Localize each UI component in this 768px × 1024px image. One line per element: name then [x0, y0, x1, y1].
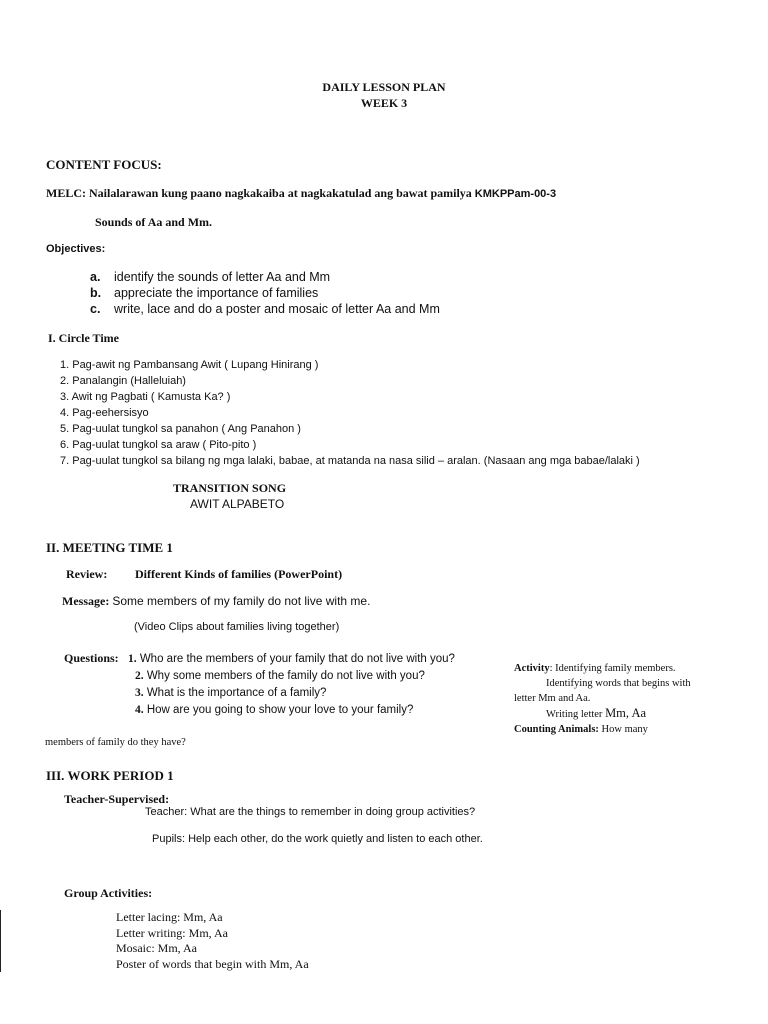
message-line — [62, 594, 370, 609]
questions-label: Questions: — [64, 651, 119, 665]
question-item — [128, 702, 455, 719]
counting-label: Counting Animals: — [514, 724, 599, 735]
list-item: Letter writing: Mm, Aa — [116, 925, 228, 940]
document-title: DAILY LESSON PLAN — [322, 80, 446, 94]
list-item: 5. Pag-uulat tungkol sa panahon ( Ang Panahon ) — [60, 423, 301, 435]
objectives-label: Objectives: — [46, 243, 106, 255]
question-text: How are you going to show your love to your family? — [146, 704, 414, 716]
activity-text: : Identifying family members. — [549, 663, 676, 674]
margin-rule — [0, 910, 1, 972]
activity-label: Activity — [514, 663, 550, 674]
activity-sidebar — [514, 661, 691, 737]
objective-text: appreciate the importance of families — [114, 286, 319, 300]
list-item: 2. Panalangin (Halleluiah) — [60, 375, 186, 387]
list-item: 6. Pag-uulat tungkol sa araw ( Pito-pito ) — [60, 439, 257, 451]
activity-line — [514, 661, 691, 676]
objective-text: identify the sounds of letter Aa and Mm — [114, 270, 331, 284]
questions-list — [128, 651, 455, 719]
question-item — [128, 685, 455, 702]
list-item: Letter lacing: Mm, Aa — [116, 910, 223, 924]
pupils-line: Pupils: Help each other, do the work quietly and listen to each other. — [152, 833, 483, 845]
topic: Sounds of Aa and Mm. — [95, 215, 213, 229]
objective-item — [90, 285, 440, 301]
objective-item — [90, 269, 440, 285]
message-label: Message: — [62, 594, 110, 608]
melc-text: Nailalarawan kung paano nagkakaiba at nagkakatulad ang bawat pamilya — [89, 186, 472, 200]
video-note: (Video Clips about families living together) — [134, 621, 340, 633]
list-item: 7. Pag-uulat tungkol sa bilang ng mga lalaki, babae, at matanda na nasa silid – aralan. (Nasaan ang mga babae/lalaki ) — [60, 455, 640, 467]
circle-time-list — [60, 357, 640, 469]
question-number: 1. — [128, 653, 137, 665]
overflow-line: members of family do they have? — [45, 737, 186, 748]
review-text: Different Kinds of families (PowerPoint) — [135, 567, 343, 581]
list-item: Mosaic: Mm, Aa — [116, 941, 197, 955]
document-week: WEEK 3 — [360, 96, 408, 110]
content-focus-heading: CONTENT FOCUS: — [46, 157, 162, 172]
question-text: Who are the members of your family that do not live with you? — [139, 653, 455, 665]
melc-line — [46, 186, 556, 201]
objective-text: write, lace and do a poster and mosaic of letter Aa and Mm — [114, 302, 440, 316]
list-item: 3. Awit ng Pagbati ( Kamusta Ka? ) — [60, 391, 231, 403]
objectives-list — [90, 269, 440, 317]
activity-line-3: letter Mm and Aa. — [514, 693, 591, 704]
question-number: 2. — [135, 670, 144, 682]
work-period-heading: III. WORK PERIOD 1 — [46, 768, 174, 783]
teacher-line: Teacher: What are the things to remember in doing group activities? — [145, 806, 476, 818]
message-text: Some members of my family do not live with me. — [112, 594, 371, 608]
question-number: 3. — [135, 687, 144, 699]
question-text: What is the importance of a family? — [146, 687, 327, 699]
counting-text: How many — [598, 724, 648, 735]
group-activities-list — [116, 910, 309, 972]
question-number: 4. — [135, 704, 144, 716]
list-item: Poster of words that begin with Mm, Aa — [116, 956, 309, 971]
question-item — [128, 651, 455, 668]
objective-marker: c. — [90, 302, 101, 316]
activity-line-2: Identifying words that begins with — [546, 678, 691, 689]
question-item — [128, 668, 455, 685]
objective-marker: a. — [90, 270, 101, 284]
teacher-supervised-label: Teacher-Supervised: — [64, 792, 170, 806]
review-label: Review: — [66, 567, 108, 581]
list-item: 4. Pag-eehersisyo — [60, 407, 149, 419]
circle-time-heading: I. Circle Time — [48, 331, 119, 345]
activity-line-4: Writing letter Mm, Aa — [546, 706, 647, 720]
transition-song-label: TRANSITION SONG — [173, 481, 287, 495]
question-text: Why some members of the family do not live with you? — [146, 670, 425, 682]
counting-line — [514, 722, 691, 737]
list-item: 1. Pag-awit ng Pambansang Awit ( Lupang Hinirang ) — [60, 359, 319, 371]
melc-label: MELC: — [46, 186, 86, 200]
objective-marker: b. — [90, 286, 102, 300]
transition-song-title: AWIT ALPABETO — [190, 497, 285, 511]
objective-item — [90, 301, 440, 317]
meeting-time-heading: II. MEETING TIME 1 — [46, 540, 173, 555]
melc-code: KMKPPam-00-3 — [474, 188, 557, 200]
group-activities-label: Group Activities: — [64, 886, 153, 900]
